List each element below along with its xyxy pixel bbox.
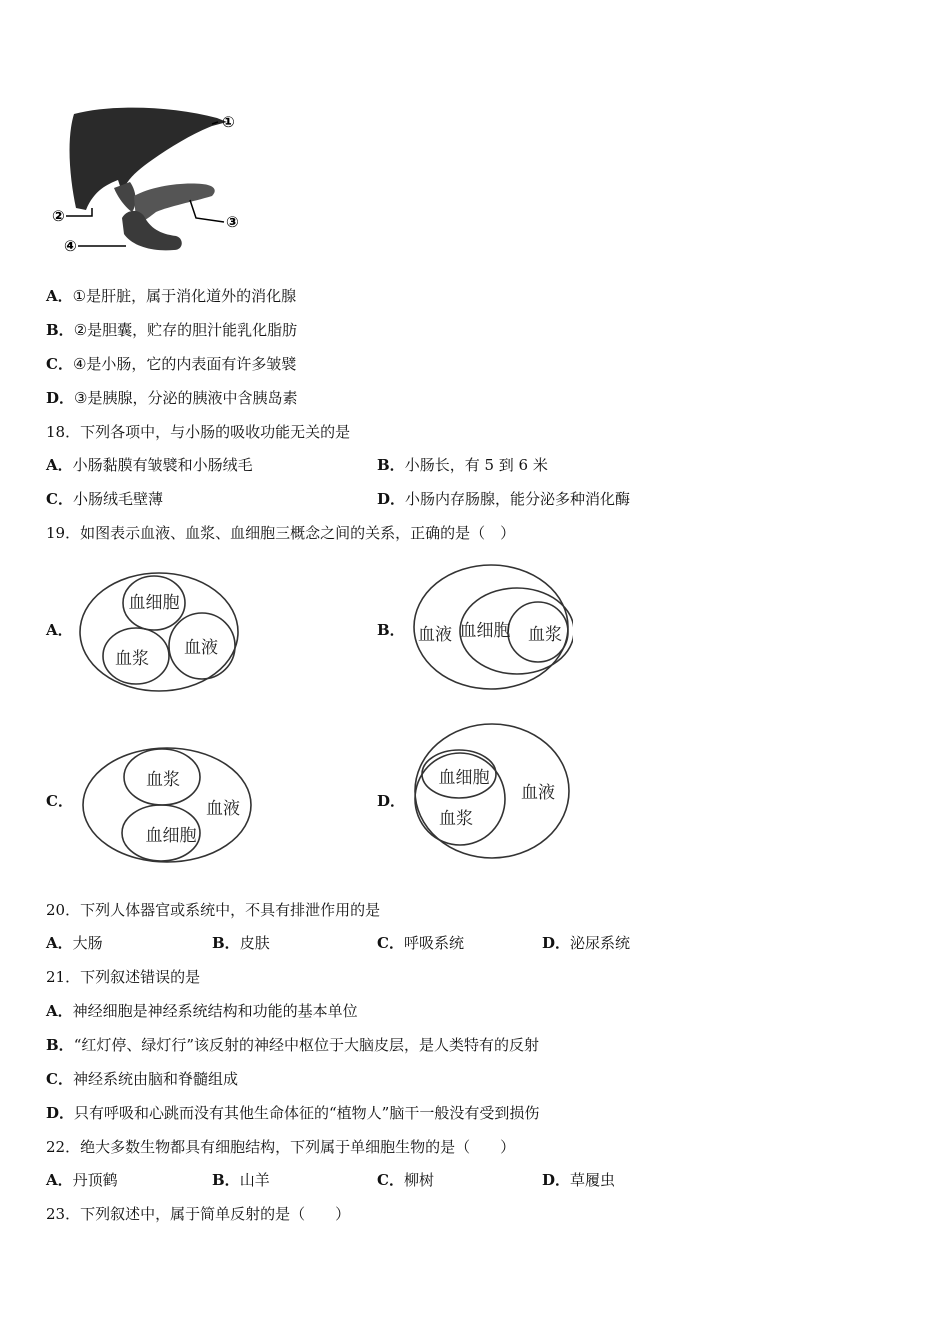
duodenum-shape (122, 211, 182, 250)
q19-option-c-label: C． (46, 792, 73, 810)
option-label: B． (377, 456, 405, 474)
q22-option-b (212, 1170, 270, 1190)
option-text: 小肠长，有 5 到 6 米 (404, 456, 548, 474)
label-blood: 血液 (184, 638, 218, 658)
q18-option-a (46, 455, 253, 475)
q21-stem: 21．下列叙述错误的是 (46, 968, 201, 986)
option-label: C． (46, 490, 73, 508)
label-plasma: 血浆 (115, 649, 149, 669)
option-text: 柳树 (403, 1171, 434, 1189)
q17-option-b (46, 320, 297, 340)
q20-option-b (212, 933, 270, 953)
q21-option-b (46, 1035, 539, 1055)
label-cells: 血细胞 (438, 768, 490, 788)
q19-option-a-label: A． (46, 621, 73, 639)
option-label: B． (212, 934, 240, 952)
option-text: 草履虫 (570, 1171, 616, 1189)
label-blood: 血液 (418, 625, 452, 645)
q21-option-c (46, 1069, 238, 1089)
q17-option-a (46, 286, 296, 306)
label-cells: 血细胞 (459, 621, 511, 641)
label-blood: 血液 (521, 783, 555, 803)
option-label: C． (377, 1171, 404, 1189)
q21-option-d (46, 1103, 539, 1123)
q19-diagram-d (412, 722, 574, 862)
option-label: D． (377, 490, 406, 508)
q20-stem: 20．下列人体器官或系统中，不具有排泄作用的是 (46, 901, 381, 919)
option-text: 小肠黏膜有皱襞和小肠绒毛 (72, 456, 253, 474)
liver-pancreas-figure (52, 100, 252, 262)
option-text: 小肠绒毛壁薄 (72, 490, 163, 508)
option-text: 皮肤 (239, 934, 270, 952)
option-label: D． (542, 934, 571, 952)
marker-3: ③ (226, 213, 239, 231)
label-plasma: 血浆 (439, 809, 473, 829)
q18-option-d (377, 489, 630, 509)
option-text: 丹顶鹤 (72, 1171, 118, 1189)
marker-2: ② (52, 207, 65, 225)
option-text: “红灯停、绿灯行”该反射的神经中枢位于大脑皮层，是人类特有的反射 (73, 1036, 540, 1054)
label-cells: 血细胞 (145, 826, 197, 846)
label-cells: 血细胞 (128, 593, 180, 613)
option-label: A． (46, 934, 73, 952)
q20-option-d (542, 933, 630, 953)
q19-stem: 19．如图表示血液、血浆、血细胞三概念之间的关系，正确的是（ ） (46, 524, 516, 542)
option-text: 神经细胞是神经系统结构和功能的基本单位 (72, 1002, 358, 1020)
gallbladder-shape (114, 182, 136, 212)
q21-option-a (46, 1001, 358, 1021)
option-label: A． (46, 456, 73, 474)
option-label: D． (46, 1104, 75, 1122)
option-text: 呼吸系统 (403, 934, 464, 952)
option-label: C． (46, 355, 73, 373)
q19-option-b-label: B． (377, 621, 405, 639)
q20-option-a (46, 933, 103, 953)
option-label: C． (377, 934, 404, 952)
q23-stem: 23．下列叙述中，属于简单反射的是（ ） (46, 1205, 351, 1223)
option-label: A． (46, 1002, 73, 1020)
q19-option-d-label: D． (377, 792, 406, 810)
q19-diagram-a (78, 570, 244, 694)
option-text: 山羊 (239, 1171, 270, 1189)
q22-option-d (542, 1170, 615, 1190)
q17-option-c (46, 354, 296, 374)
q19-diagram-b (411, 562, 573, 694)
q18-option-c (46, 489, 163, 509)
q18-option-b (377, 455, 548, 475)
option-text: 只有呼吸和心跳而没有其他生命体征的“植物人”脑干一般没有受到损伤 (74, 1104, 540, 1122)
q17-option-d (46, 388, 297, 408)
q22-option-a (46, 1170, 118, 1190)
option-text: ④是小肠，它的内表面有许多皱襞 (72, 355, 297, 373)
q22-option-c (377, 1170, 434, 1190)
option-text: ②是胆囊，贮存的胆汁能乳化脂肪 (73, 321, 298, 339)
option-label: D． (542, 1171, 571, 1189)
option-label: B． (46, 1036, 74, 1054)
marker-4: ④ (64, 237, 77, 255)
option-text: 神经系统由脑和脊髓组成 (72, 1070, 238, 1088)
option-text: 大肠 (72, 934, 103, 952)
option-label: A． (46, 1171, 73, 1189)
q19-diagram-c (81, 744, 257, 866)
option-text: ③是胰腺，分泌的胰液中含胰岛素 (74, 389, 298, 407)
option-label: D． (46, 389, 75, 407)
option-text: 小肠内存肠腺，能分泌多种消化酶 (405, 490, 631, 508)
q18-stem: 18．下列各项中，与小肠的吸收功能无关的是 (46, 423, 351, 441)
pancreas-shape (134, 184, 215, 222)
label-blood: 血液 (206, 799, 240, 819)
option-label: B． (212, 1171, 240, 1189)
label-plasma: 血浆 (146, 770, 180, 790)
label-plasma: 血浆 (528, 625, 562, 645)
q22-stem: 22．绝大多数生物都具有细胞结构，下列属于单细胞生物的是（ ） (46, 1138, 516, 1156)
q20-option-c (377, 933, 464, 953)
option-text: ①是肝脏，属于消化道外的消化腺 (72, 287, 297, 305)
option-text: 泌尿系统 (570, 934, 631, 952)
option-label: B． (46, 321, 74, 339)
option-label: C． (46, 1070, 73, 1088)
option-label: A． (46, 287, 73, 305)
marker-1: ① (222, 113, 235, 131)
